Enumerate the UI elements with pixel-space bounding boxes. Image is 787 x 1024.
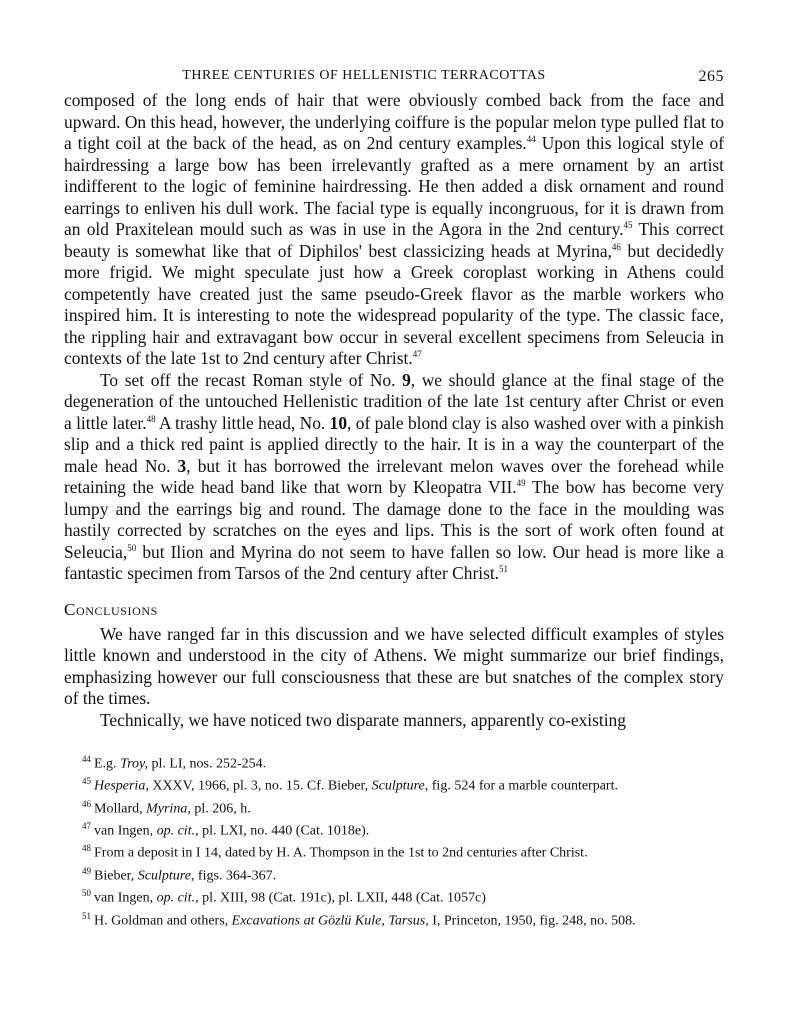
footnote-number: 46	[82, 798, 91, 809]
footnote-number: 48	[82, 843, 91, 854]
catalogue-number: 10	[329, 412, 348, 433]
footnote-number: 49	[82, 865, 91, 876]
text-run: but Ilion and Myrina do not seem to have fallen so low. Our head is more like a fantastic specimen from Tarsos of the 2nd century after Christ.	[64, 541, 724, 583]
paragraph-2	[64, 370, 724, 585]
page-number: 265	[698, 68, 724, 85]
footnote-title: Troy,	[120, 756, 148, 772]
paragraph-1	[64, 90, 724, 370]
footnote-ref[interactable]: 45	[623, 220, 633, 231]
page	[64, 62, 724, 930]
footnote-number: 44	[82, 754, 91, 764]
catalogue-number: 9	[402, 369, 411, 390]
body-text	[64, 90, 724, 731]
footnote	[64, 908, 724, 930]
paragraph-3: We have ranged far in this discussion and we have selected difficult examples of styles little known and understood in the city of Athens. We might summarize our brief findings, emphasizing however our full consciousness that these are but snatches of the complex story of the times.	[64, 623, 724, 708]
footnote-ref[interactable]: 51	[499, 564, 509, 575]
text-run: This correct beauty is somewhat like that of Diphilos' best classicizing heads at Myrina,	[64, 219, 724, 261]
footnote-text: Bieber,	[94, 868, 138, 884]
footnote-text: I, Princeton, 1950, fig. 248, no. 508.	[428, 913, 636, 929]
footnotes	[64, 751, 724, 930]
text-run: Upon this logical style of hairdressing a large bow has been irrelevantly grafted as a mere ornament by an artist indifferent to the logic of feminine hairdressing. He then added a disk ornament and round earrings to enliven his dull work. The facial type is equally incongruous, for it is drawn from an old Praxitelean mould such as was in use in the Agora in the 2nd century.	[64, 133, 724, 239]
footnote-text: E.g.	[94, 756, 121, 772]
footnote-text: H. Goldman and others,	[94, 913, 232, 929]
footnote-number: 47	[82, 821, 91, 832]
footnote-number: 50	[82, 888, 91, 899]
footnote	[64, 773, 724, 795]
text-run: composed of the long ends of hair that were obviously combed back from the face and upward. On this head, however, the underlying coiffure is the popular melon type pulled flat to a tight coil at the back of the head, as on 2nd century examples.	[64, 90, 724, 153]
paragraph-4: Technically, we have noticed two disparate manners, apparently co-existing	[100, 709, 626, 730]
running-title: THREE CENTURIES OF HELLENISTIC TERRACOTTAS	[182, 68, 546, 83]
footnote-text: XXXV, 1966, pl. 3, no. 15. Cf. Bieber,	[148, 779, 372, 795]
footnote-text: pl. LXI, no. 440 (Cat. 1018e).	[198, 823, 370, 839]
footnote-text: van Ingen,	[94, 890, 157, 906]
footnote-title: op. cit.,	[156, 890, 199, 906]
footnote-ref[interactable]: 47	[412, 349, 422, 360]
footnote-title: op. cit.,	[156, 823, 199, 839]
footnote-text: figs. 364-367.	[194, 868, 277, 884]
text-run: , of pale blond clay is also washed over with a pinkish slip and a thick red paint is applied directly to the hair. It is in a way the counterpart of the male head No.	[64, 412, 724, 476]
text-run: , but it has borrowed the irrelevant melon waves over the forehead while retaining the wide head band like that worn by Kleopatra VII.	[64, 455, 724, 497]
footnote-title: Sculpture,	[371, 779, 429, 795]
text-run: A trashy little head, No.	[155, 412, 330, 433]
text-run: The bow has become very lumpy and the earrings big and round. The damage done to the face in the moulding was hastily corrected by scratches on the eyes and lips. This is the sort of work often found at Seleucia,	[64, 477, 724, 562]
section-heading: Conclusions	[64, 599, 158, 619]
footnote-text: From a deposit in I 14, dated by H. A. Thompson in the 1st to 2nd centuries after Christ.	[94, 846, 588, 862]
footnote-ref[interactable]: 50	[127, 542, 137, 553]
catalogue-number: 3	[177, 455, 187, 476]
footnote-ref[interactable]: 46	[611, 241, 621, 252]
text-run: , we should glance at the final stage of the degeneration of the untouched Hellenistic tradition of the late 1st century after Christ or even a little later.	[64, 369, 724, 433]
footnote-text: pl. LI, nos. 252-254.	[147, 756, 267, 772]
footnote-text: Mollard,	[94, 801, 147, 817]
text-run: but decidedly more frigid. We might speculate just how a Greek coroplast working in Athens could competently have created just the same pseudo-Greek flavor as the marble workers who inspired him. It is interesting to note the widespread popularity of the type. The classic face, the rippling hair and extravagant bow occur in several excellent specimens from Seleucia in contexts of the late 1st to 2nd century after Christ.	[64, 240, 724, 368]
text-run: To set off the recast Roman style of No.	[100, 369, 403, 390]
footnote-ref[interactable]: 49	[516, 478, 526, 489]
footnote-text: van Ingen,	[94, 823, 157, 839]
footnote	[64, 840, 724, 862]
footnote-title: Myrina,	[146, 801, 191, 817]
running-head	[64, 62, 724, 90]
footnote-title: Hesperia,	[94, 779, 149, 795]
footnote	[64, 885, 724, 907]
footnote	[64, 751, 724, 773]
footnote-number: 51	[82, 910, 91, 921]
footnote-title: Sculpture,	[137, 868, 195, 884]
footnote-number: 45	[82, 776, 91, 787]
footnote	[64, 818, 724, 840]
footnote-text: pl. 206, h.	[190, 801, 251, 817]
footnote	[64, 796, 724, 818]
footnote-text: fig. 524 for a marble counterpart.	[428, 779, 618, 795]
footnote-ref[interactable]: 48	[146, 413, 156, 424]
footnote-title: Excavations at Gözlü Kule, Tarsus,	[231, 913, 429, 929]
footnote-ref[interactable]: 44	[526, 134, 536, 145]
footnote	[64, 863, 724, 885]
footnote-text: pl. XIII, 98 (Cat. 191c), pl. LXII, 448 (Cat. 1057c)	[198, 890, 486, 906]
